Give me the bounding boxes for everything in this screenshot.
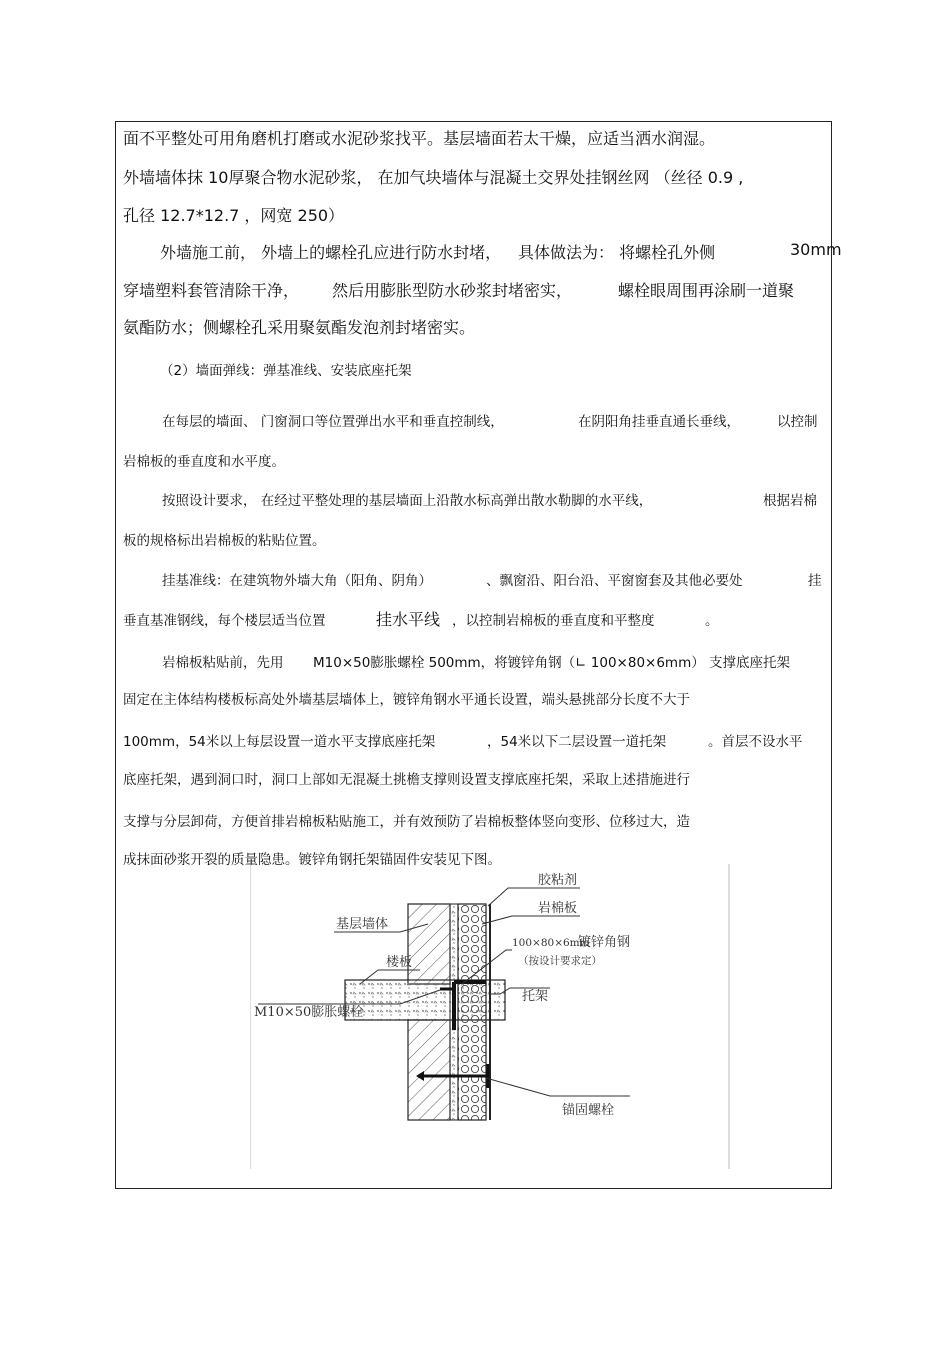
label-expansion-bolt: M10×50膨胀螺栓 (254, 1005, 364, 1020)
text-line: 孔径 12.7*12.7 ，网宽 250） (123, 206, 345, 225)
label-design-note: （按设计要求定） (518, 955, 602, 967)
text-segment: 在阴阳角挂垂直通长垂线， (578, 414, 740, 430)
label-angle-spec: 100×80×6mm (512, 937, 590, 949)
label-anchor-bolt: 锚固螺栓 (562, 1103, 615, 1118)
text-segment: 在每层的墙面、 门窗洞口等位置弹出水平和垂直控制线， (162, 414, 504, 430)
text-line: 底座托架，遇到洞口时，洞口上部如无混凝土挑檐支撑则设置支撑底座托架，采取上述措施进行 (123, 772, 690, 788)
text-line: 固定在主体结构楼板标高处外墙基层墙体上，镀锌角钢水平通长设置，端头悬挑部分长度不大于 (123, 692, 690, 708)
text-segment: M10×50膨胀螺栓 500mm，将镀锌角钢（∟ 100×80×6mm） 支撑底座托架 (313, 655, 791, 671)
text-line: 成抹面砂浆开裂的质量隐患。镀锌角钢托架锚固件安装见下图。 (123, 852, 501, 868)
text-segment: 以控制 (777, 414, 818, 430)
leader-rockwool (482, 916, 580, 924)
text-segment: 外墙施工前， 外墙上的螺栓孔应进行防水封堵， (160, 243, 502, 262)
text-segment: ，以控制岩棉板的垂直度和平整度 (452, 613, 655, 629)
text-segment: 30mm (790, 240, 842, 259)
base-wall-upper (408, 904, 450, 984)
text-line: 面不平整处可用角磨机打磨或水泥砂浆找平。基层墙面若太干燥，应适当洒水润湿。 (123, 129, 716, 148)
text-segment: 岩棉板粘贴前，先用 (162, 655, 284, 671)
section-heading: （2）墙面弹线：弹基准线、安装底座托架 (160, 363, 412, 379)
text-segment: 垂直基准钢线，每个楼层适当位置 (123, 613, 326, 629)
text-segment: 。首层不设水平 (708, 734, 803, 750)
text-segment: 挂水平线 (376, 610, 441, 629)
text-segment: ，54米以下二层设置一道托架 (487, 734, 667, 750)
leader-anchor-bolt (486, 1078, 630, 1096)
base-wall-lower (408, 1020, 450, 1120)
label-base-wall: 基层墙体 (336, 917, 389, 932)
text-line: 外墙墙体抹 10厚聚合物水泥砂浆， 在加气块墙体与混凝土交界处挂钢丝网 （丝径 0.9 , (123, 168, 744, 187)
label-angle-steel: 镀锌角钢 (578, 935, 631, 950)
text-line: 氨酯防水；侧螺栓孔采用聚氨酯发泡剂封堵密实。 (123, 318, 476, 337)
text-line: 板的规格标出岩棉板的粘贴位置。 (123, 533, 326, 549)
text-segment: 挂 (808, 573, 822, 589)
text-segment: 。 (705, 613, 719, 629)
text-segment: 螺栓眼周围再涂刷一道聚 (618, 281, 795, 300)
rockwool-board (458, 904, 486, 1120)
text-segment: 、飘窗沿、阳台沿、平窗窗套及其他必要处 (486, 573, 743, 589)
text-segment: 然后用膨胀型防水砂浆封堵密实， (332, 281, 573, 300)
text-line: 支撑与分层卸荷，方便首排岩棉板粘贴施工，并有效预防了岩棉板整体竖向变形、位移过大，造 (123, 814, 690, 830)
text-segment: 按照设计要求， 在经过平整处理的基层墙面上沿散水标高弹出散水勒脚的水平线， (162, 493, 653, 509)
label-adhesive: 胶粘剂 (538, 873, 578, 888)
label-rockwool: 岩棉板 (538, 901, 578, 916)
text-segment: 100mm，54米以上每层设置一道水平支撑底座托架 (123, 734, 436, 750)
text-segment: 具体做法为： 将螺栓孔外侧 (518, 243, 716, 262)
text-segment: 穿墙塑料套管清除干净， (123, 281, 300, 300)
text-line: 岩棉板的垂直度和水平度。 (123, 454, 285, 470)
text-segment: 根据岩棉 (763, 493, 817, 509)
label-bracket: 托架 (522, 989, 549, 1004)
bracket-detail-figure (250, 864, 730, 1169)
label-floor-slab: 楼板 (386, 955, 413, 970)
text-segment: 挂基准线：在建筑物外墙大角（阳角、阴角） (162, 573, 432, 589)
detail-drawing (250, 864, 730, 1169)
